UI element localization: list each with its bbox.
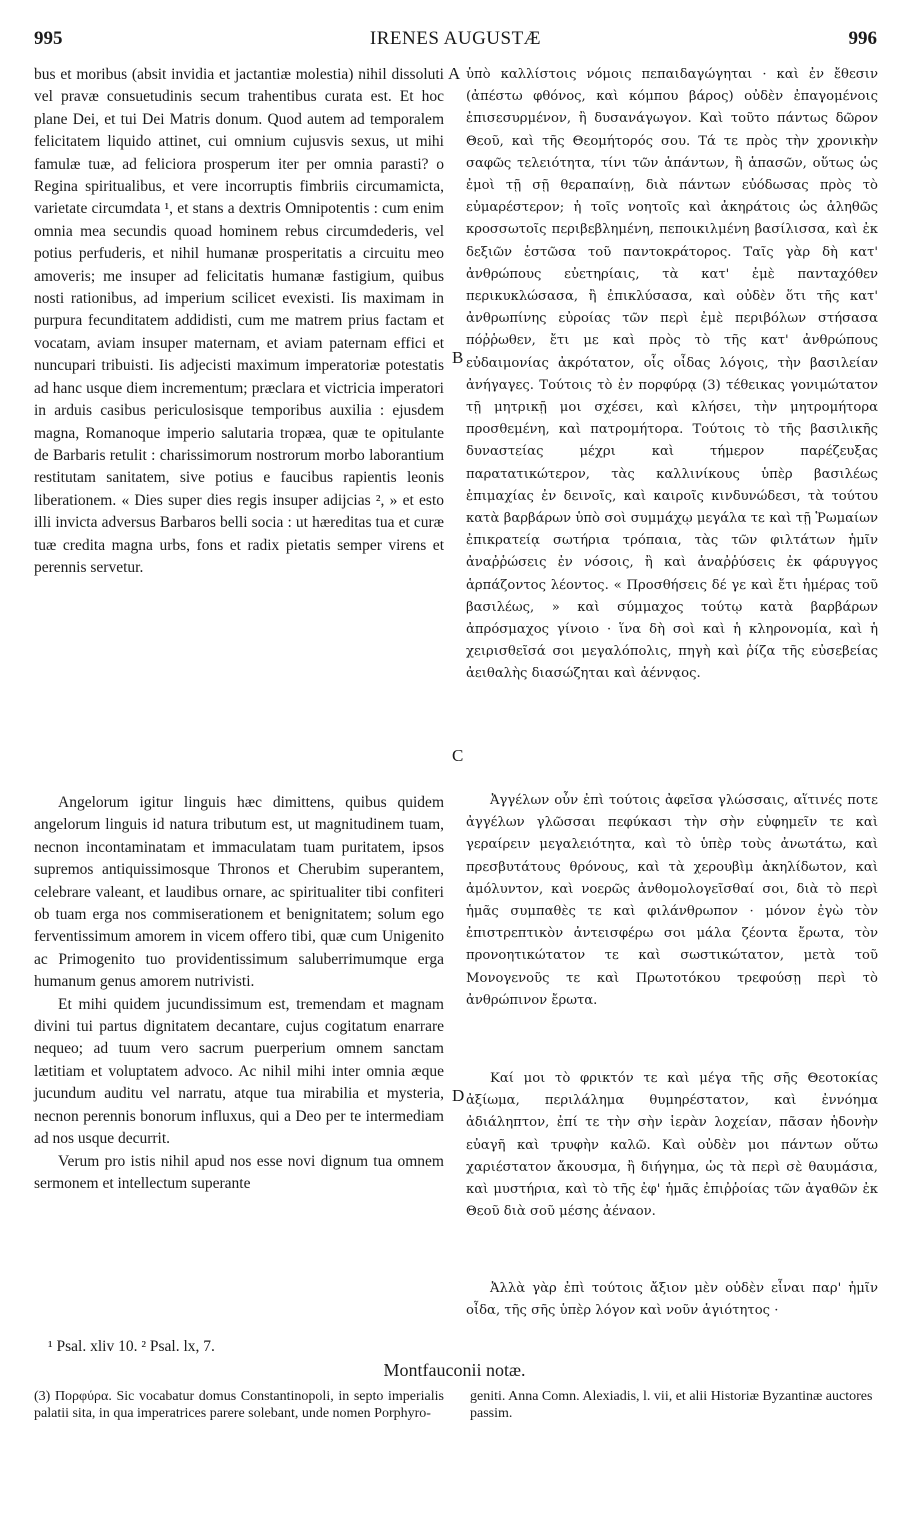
note-text-left: (3) Πορφύρα. Sic vocabatur domus Constantinopoli, in septo imperialis palatii sita, in qua imperatrices parere solebant, unde nomen Porphyro-: [34, 1389, 444, 1421]
greek-column-middle: [466, 790, 878, 1012]
greek-paragraph: ὑπὸ καλλίστοις νόμοις πεπαιδαγώγηται · καὶ ἐν ἔθεσιν (ἀπέστω φθόνος, καὶ κόμπου βάρος) οὐδὲν ἐπαγομένοις ἐπισεσυρμένον, ἢ δυσανάγωγον. Καὶ τοῦτο πάντως δῶρον Θεοῦ, καὶ τῆς Θεομήτορός σου. Τά τε πρὸς τὴν χρονικὴν σαφῶς τελειότητα, τίνι τῶν ἁπάντων, ἢ ἁπασῶν, οὕτως ὡς ἐμοὶ τῇ σῇ θεραπαίνῃ, διὰ πάντων εὐόδωσας πρὸς τὸ εὐμαρέστερον; ἡ τοῖς νοητοῖς καὶ ἀκηράτοις ὡς ἀληθῶς κροσσωτοῖς περιβεβλημένη, πεποικιλμένη βασίλισσα, καὶ ἐκ δεξιῶν ἑστῶσα τοῦ παντοκράτορος. Ταῖς γὰρ δὴ κατ' ἀνθρώπους εὐετηρίαις, τὰ κατ' ἐμὲ πανταχόθεν περικυκλώσασα, ἢ ἐπικλύσασα, καὶ οὐδὲν ὅτι τῆς κατ' ἀνθρωπίνης εὐροίας τῶν περὶ ἐμὲ περιβόλων στήσασα πόῤῥωθεν, ἔτι με καὶ πρὸς τὸ τῆς κατ' ἀνθρώπους εὐδαιμονίας ἀκρότατον, οἷς οἶδας λόγοις, τὴν βασιλείαν ἀνήγαγες. Τούτοις τὸ ἐν πορφύρᾳ (3) τέθεικας γονιμώτατον τῇ μητρικῇ μοι σχέσει, καὶ κλήσει, τὴν μητρομήτορα προσθεμένη, καὶ πατρομήτορα. Τούτοις τὸ τῆς βασιλικῆς δυναστείας μέχρι καὶ τήμερον παρέζευξας παρατατικώτερον, τὰς καλλινίκους ὑπὲρ βασιλέως ἐπιμαχίας ἐν δεινοῖς, καὶ καιροῖς κινδυνώδεσι, τὰ τούτου κατὰ βαρβάρων ὑπὸ σοὶ συμμάχῳ μεγάλα τε καὶ τῇ Ῥωμαίων ἐπικρατείᾳ σωτήρια τρόπαια, τὰς τῶν φιλτάτων ἡμῖν ἀναῤῥώσεις ἐν νόσοις, ἢ καὶ ἀναῤῥύσεις ἐκ φάρυγγος ἁρπάζοντος λέοντος. « Προσθήσεις δέ γε καὶ ἔτι ἡμέρας τοῦ βασιλέως, » καὶ σύμμαχος τούτῳ κατὰ βαρβάρων ἀπρόσμαχος γίνοιο · ἵνα δὴ σοὶ καὶ ἡ κληρονομία, καὶ ἡ χειρισθεῖσά σοι μεγαλόπολις, πηγὴ καὶ ῥίζα τῆς εὐσεβείας ἀειθαλὴς διασώζηται καὶ ἀέννᾳος.: [466, 67, 878, 682]
footnote: ¹ Psal. xliv 10. ² Psal. lx, 7.: [48, 1338, 215, 1355]
latin-column-lower: [34, 792, 444, 1195]
latin-paragraph: bus et moribus (absit invidia et jactantiæ molestia) nihil dissoluti vel pravæ consuetudinis secum trahentibus curata est. Et hoc plane Dei, et tui Dei Matris donum. Quod autem ad temporalem felicitatem liquido attinet, cui omnium cujusvis sexus, ut mihi famulæ tuæ, ad feliciora prosperum iter per omnia parasti? o Regina spiritualibus, et vere incorruptis fimbriis circumamicta, varietate circumdata ¹, et stans a dextris Omnipotentis : cum enim omnia mea secundis quoad hominem rebus circumdederis, vel potius perfuderis, et nihil humanæ prosperitatis a circuitu meo amoveris; me insuper ad felicitatis humanæ fastigium, quibus nosti rationibus, ad imperium scilicet evexisti. Iis maximam in purpura fecunditatem addidisti, cum me matrem prius factam et vocatam, aviam insuper maternam, et aviam paternam effici et nuncupari tribuisti. Iis adjecisti maximum imperatoriæ potestatis ad hanc usque diem incrementum; præclara et victricia imperatori in arduis casibus periculosisque temporibus auxilia : ejusdem magna, Romanoque imperio salutaria tropæa, quæ te opitulante de Barbaris retulit : charissimorum nostrorum morbo laborantium restitutam sanitatem, sive potius e faucibus rapientis leonis liberationem. « Dies super dies regis insuper adijcias ², » et esto illi invicta adversus Barbaros belli socia : ut hæreditas tua et curæ tuæ credita magna urbs, fons et radix pietatis semper virens et perennis servetur.: [34, 66, 444, 576]
greek-column-lower: [466, 1068, 878, 1223]
latin-paragraph: Angelorum igitur linguis hæc dimittens, quibus quidem angelorum linguis id natura tributum est, ut magnitudinem tuam, necnon incontaminatam et immaculatam tuam puritatem, ipsos supremos antiquissimosque Thronos et Cherubim superantem, celebrare valeant, et laudibus ornare, ac spiritualiter tibi confiteri ob tuam erga nos commiserationem et benignitatem; solum ego ferventissimum amorem in vicem offero tibi, quæ cum Unigenito ac Primogenito tuo providentissimum saluberrimumque erga humanum genus amorem nutrivisti.: [34, 794, 444, 991]
note-text-right: geniti. Anna Comn. Alexiadis, l. vii, et alii Historiæ Byzantinæ auctores passim.: [470, 1389, 873, 1421]
running-title: IRENES AUGUSTÆ: [369, 28, 542, 49]
section-marker-a: A: [448, 64, 461, 83]
latin-paragraph: Et mihi quidem jucundissimum est, tremendam et magnam divini tui partus dignitatem decantare, cujus cogitatum enarrare nequeo; ad tuum vero sacrum puerperium omnem sanctam lætitiam et voluptatem advoco. Ac nihil mihi inter omnia æque jucundum auditu vel narratu, atque tua mirabilia et mysteria, necnon perennis bonorum influxus, qui a Deo per te intermediam ad nos usque decurrit.: [34, 995, 444, 1148]
greek-paragraph: Ἀλλὰ γὰρ ἐπὶ τούτοις ἄξιον μὲν οὐδὲν εἶναι παρ' ἡμῖν οἶδα, τῆς σῆς ὑπὲρ λόγον καὶ νοῦν ἁγιότητος ·: [466, 1281, 878, 1319]
notes-title: Montfauconii notæ.: [383, 1360, 526, 1380]
section-marker-d: D: [452, 1086, 465, 1105]
section-marker-c: C: [452, 746, 464, 765]
running-header: [34, 28, 877, 56]
latin-column: [34, 64, 444, 579]
greek-column-end: [466, 1278, 878, 1322]
latin-paragraph: Verum pro istis nihil apud nos esse novi dignum tua omnem sermonem et intellectum superante: [34, 1152, 444, 1192]
greek-paragraph: Ἀγγέλων οὖν ἐπὶ τούτοις ἀφεῖσα γλώσσαις, αἵτινές ποτε ἀγγέλων γλῶσσαι πεφύκασι τὴν σὴν εὐφημεῖν τε καὶ γεραίρειν μεγαλειότητα, καὶ τὸ ὑπὲρ τοὺς ἀνωτάτω, καὶ πρεσβυτάτους θρόνους, καὶ τὰ χερουβὶμ ἀκηλίδωτον, καὶ ἀμόλυντον, καὶ νοερῶς ἀνθομολογεῖσθαί σοι, διὰ τὸ περὶ ἡμᾶς συμπαθὲς τε καὶ φιλάνθρωπον · μόνον ἐγὼ τὸν ἐπιστρεπτικὸν ἀντεισφέρω σοι μάλα ζέοντα ἔρωτα, τὸν προνοητικώτατον τε καὶ σωστικώτατον, μετὰ τοῦ Μονογενοῦς τε καὶ Πρωτοτόκου τρεφούσῃ περὶ τὸ ἀνθρώπινον ἔρωτα.: [466, 793, 878, 1008]
greek-paragraph: Καί μοι τὸ φρικτόν τε καὶ μέγα τῆς σῆς Θεοτοκίας ἀξίωμα, περιλάλημα θυμηρέστατον, καὶ ἐννόημα ἀδιάληπτον, ἐπί τε τὴν σὴν ἱερὰν λοχείαν, πᾶσαν ἡδονὴν εὐαγῆ καὶ τρυφὴν καλῶ. Καὶ οὐδὲν μοι πάντων οὕτω χαριέστατον ἄκουσμα, ἢ διήγημα, ὡς τὰ περὶ σὲ θαυμάσια, καὶ μυστήρια, καὶ τὸ τῆς ἐφ' ἡμᾶς ἐπιῤῥοίας τῶν ἀγαθῶν ἐκ Θεοῦ διὰ σοῦ μέσης ἀέναον.: [466, 1071, 878, 1220]
page-number-left: 995: [34, 28, 63, 49]
greek-column: [466, 64, 878, 686]
page-number-right: 996: [848, 28, 877, 49]
section-marker-b: B: [452, 348, 464, 367]
